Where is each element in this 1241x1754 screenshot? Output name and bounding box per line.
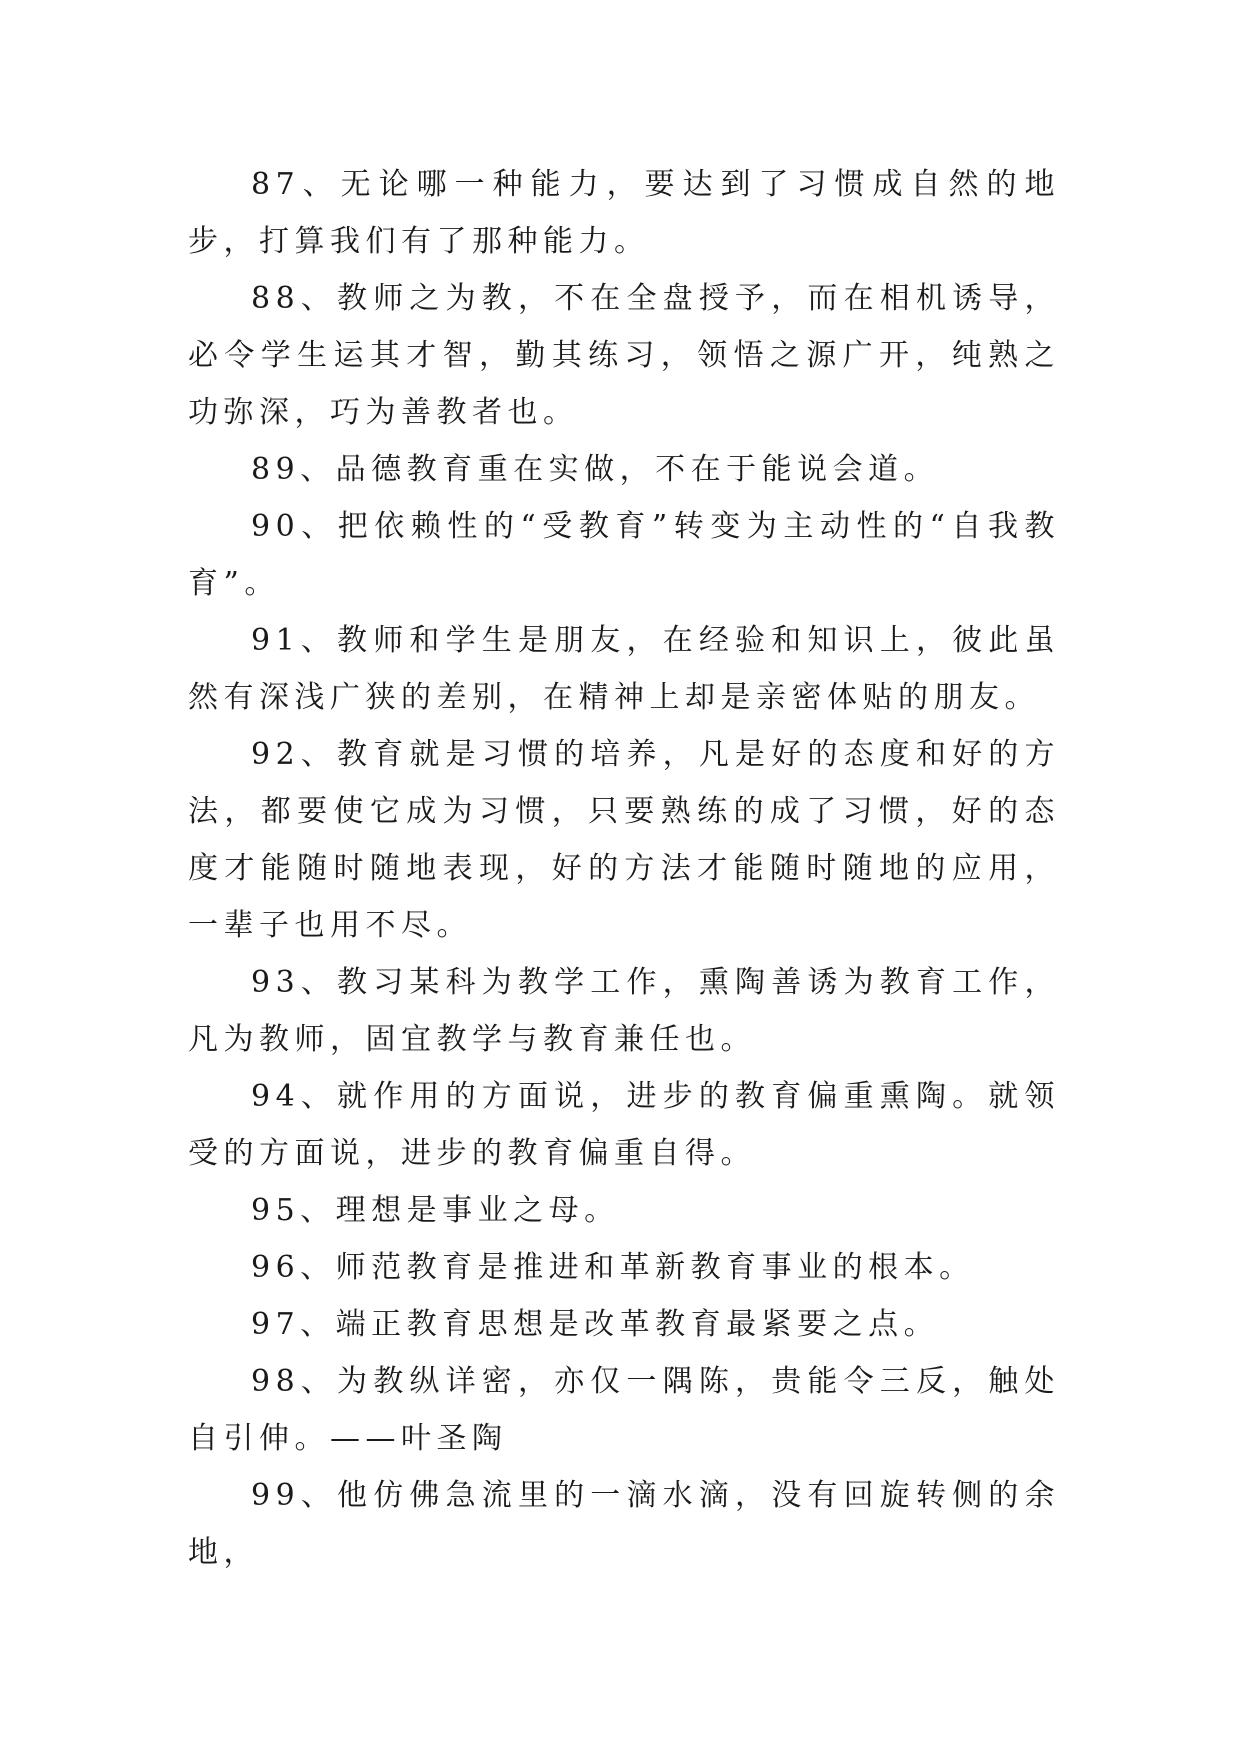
paragraph-88: 88、教师之为教，不在全盘授予，而在相机诱导，必令学生运其才智，勤其练习，领悟之源广开，纯熟之功弥深，巧为善教者也。 xyxy=(188,281,1060,430)
paragraph-95: 95、理想是事业之母。 xyxy=(251,1193,620,1228)
paragraph-93: 93、教习某科为教学工作，熏陶善诱为教育工作，凡为教师，固宜教学与教育兼任也。 xyxy=(188,965,1060,1057)
paragraph-99: 99、他仿佛急流里的一滴水滴，没有回旋转侧的余地， xyxy=(188,1478,1060,1570)
paragraph-92: 92、教育就是习惯的培养，凡是好的态度和好的方法，都要使它成为习惯，只要熟练的成了习惯，好的态度才能随时随地表现，好的方法才能随时随地的应用，一辈子也用不尽。 xyxy=(188,737,1060,943)
paragraph-97: 97、端正教育思想是改革教育最紧要之点。 xyxy=(251,1307,940,1342)
paragraph-96: 96、师范教育是推进和革新教育事业的根本。 xyxy=(251,1250,975,1285)
document-body xyxy=(188,156,1060,1581)
paragraph-90: 90、把依赖性的“受教育”转变为主动性的“自我教育”。 xyxy=(188,509,1060,601)
paragraph-98: 98、为教纵详密，亦仅一隅陈，贵能令三反，触处自引伸。——叶圣陶 xyxy=(188,1364,1060,1456)
paragraph-89: 89、品德教育重在实做，不在于能说会道。 xyxy=(251,452,940,487)
paragraph-91: 91、教师和学生是朋友，在经验和知识上，彼此虽然有深浅广狭的差别，在精神上却是亲密体贴的朋友。 xyxy=(188,623,1060,715)
paragraph-87: 87、无论哪一种能力，要达到了习惯成自然的地步，打算我们有了那种能力。 xyxy=(188,167,1060,259)
paragraph-94: 94、就作用的方面说，进步的教育偏重熏陶。就领受的方面说，进步的教育偏重自得。 xyxy=(188,1079,1060,1171)
